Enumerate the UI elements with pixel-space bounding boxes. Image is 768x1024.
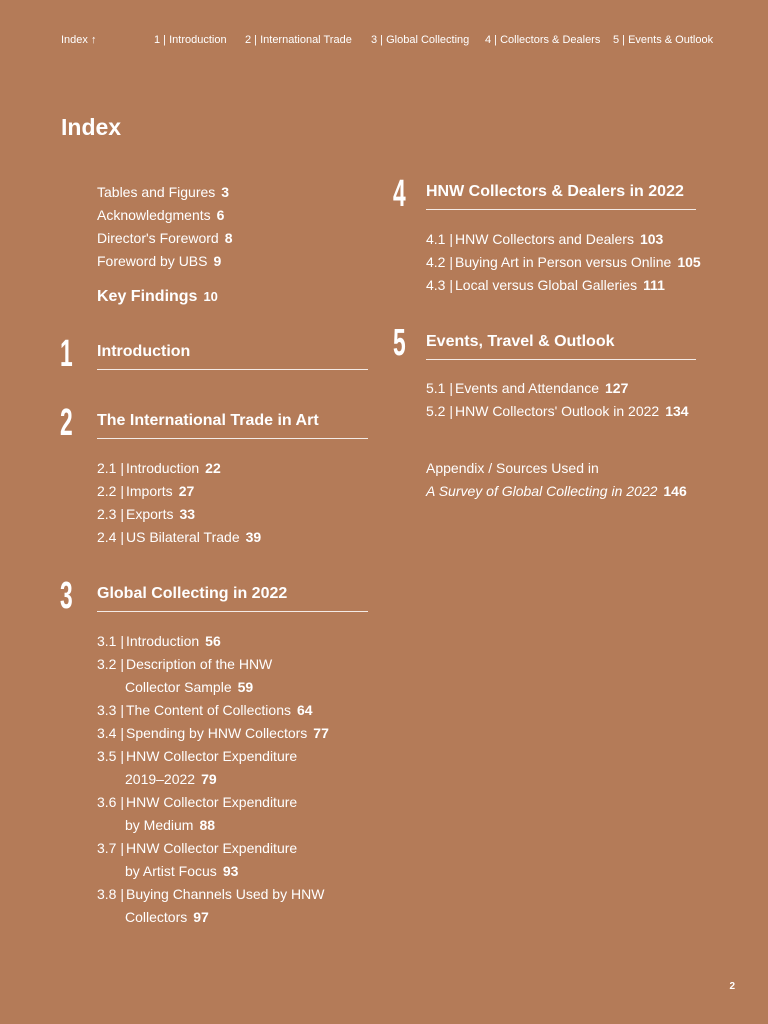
entry-page: 6 xyxy=(216,207,225,223)
subentry-number: 3.3 | xyxy=(97,702,124,718)
subentry-label: Imports xyxy=(126,483,173,499)
nav-introduction-link[interactable]: 1 | Introduction xyxy=(154,34,227,46)
toc-subentry[interactable] xyxy=(426,274,665,297)
subentry-page: 59 xyxy=(237,679,254,695)
subentry-page: 64 xyxy=(296,702,313,718)
subentry-page: 79 xyxy=(201,771,217,787)
toc-entry-directors-foreword[interactable] xyxy=(97,227,233,250)
subentry-label: HNW Collectors and Dealers xyxy=(455,231,634,247)
nav-index-link[interactable]: Index ↑ xyxy=(61,34,97,46)
toc-subentry[interactable] xyxy=(97,883,324,929)
subentry-page: 105 xyxy=(677,254,701,270)
subentry-label: Description of the HNW xyxy=(126,656,273,672)
toc-subentry[interactable] xyxy=(97,745,297,791)
subentry-number: 4.3 | xyxy=(426,277,453,293)
subentry-label-cont: by Medium xyxy=(125,817,194,833)
subentry-label: Introduction xyxy=(126,633,200,649)
subentry-label: HNW Collector Expenditure xyxy=(126,748,298,764)
subentry-label: HNW Collector Expenditure xyxy=(126,794,298,810)
entry-label: Director's Foreword xyxy=(97,230,219,246)
subentry-label: Local versus Global Galleries xyxy=(455,277,638,293)
subentry-page: 127 xyxy=(605,380,629,396)
toc-subentry[interactable] xyxy=(426,251,701,274)
subentry-label: HNW Collectors' Outlook in 2022 xyxy=(455,403,660,419)
toc-subentry[interactable] xyxy=(97,791,297,837)
subentry-number: 3.5 | xyxy=(97,748,124,764)
section-heading-introduction[interactable]: Introduction xyxy=(97,343,368,370)
subentry-label: Buying Art in Person versus Online xyxy=(455,254,672,270)
section-number-3: 3 xyxy=(60,575,73,617)
toc-entry-appendix[interactable] xyxy=(426,457,687,503)
toc-subentry[interactable] xyxy=(97,699,313,722)
section-number-4: 4 xyxy=(393,173,406,215)
nav-international-trade-link[interactable]: 2 | International Trade xyxy=(245,34,352,46)
subentry-label: Spending by HNW Collectors xyxy=(126,725,308,741)
subentry-page: 88 xyxy=(199,817,216,833)
subentry-label: The Content of Collections xyxy=(126,702,291,718)
appendix-survey-title: A Survey of Global Collecting in 2022 xyxy=(426,483,658,499)
section-heading-international-trade[interactable]: The International Trade in Art xyxy=(97,412,368,439)
nav-collectors-dealers-link[interactable]: 4 | Collectors & Dealers xyxy=(485,34,601,46)
subentry-number: 3.6 | xyxy=(97,794,124,810)
subentry-label-cont: by Artist Focus xyxy=(125,863,217,879)
toc-subentry[interactable] xyxy=(97,630,221,653)
subentry-label-cont: 2019–2022 xyxy=(125,771,196,787)
subentry-page: 22 xyxy=(205,460,221,476)
nav-events-outlook-link[interactable]: 5 | Events & Outlook xyxy=(613,34,714,46)
subentry-number: 5.1 | xyxy=(426,380,453,396)
subentry-label-cont: Collectors xyxy=(125,909,188,925)
section-number-2: 2 xyxy=(60,402,73,444)
subentry-number: 3.4 | xyxy=(97,725,124,741)
subentry-label-cont: Collector Sample xyxy=(125,679,232,695)
toc-subentry[interactable] xyxy=(97,653,272,699)
subentry-page: 93 xyxy=(222,863,239,879)
section-heading-events-outlook[interactable]: Events, Travel & Outlook xyxy=(426,333,696,360)
entry-label: Foreword by UBS xyxy=(97,253,208,269)
subentry-number: 5.2 | xyxy=(426,403,453,419)
subentry-number: 4.2 | xyxy=(426,254,453,270)
toc-subentry[interactable] xyxy=(426,377,628,400)
entry-page: 8 xyxy=(224,230,233,246)
subentry-number: 3.7 | xyxy=(97,840,124,856)
toc-subentry[interactable] xyxy=(97,480,194,503)
page-number: 2 xyxy=(729,981,735,992)
subentry-page: 103 xyxy=(639,231,664,247)
toc-entry-tables-figures[interactable] xyxy=(97,181,229,204)
entry-page: 3 xyxy=(221,184,230,200)
section-heading-global-collecting[interactable]: Global Collecting in 2022 xyxy=(97,585,368,612)
subentry-number: 2.3 | xyxy=(97,506,124,522)
toc-subentry[interactable] xyxy=(426,400,689,423)
toc-subentry[interactable] xyxy=(97,526,261,549)
subentry-page: 134 xyxy=(665,403,689,419)
subentry-page: 77 xyxy=(313,725,329,741)
subentry-page: 97 xyxy=(193,909,209,925)
toc-subentry[interactable] xyxy=(97,457,221,480)
subentry-page: 111 xyxy=(643,277,665,293)
toc-entry-key-findings[interactable] xyxy=(97,285,218,308)
page-title: Index xyxy=(61,114,122,140)
toc-subentry[interactable] xyxy=(426,228,663,251)
section-heading-collectors-dealers[interactable]: HNW Collectors & Dealers in 2022 xyxy=(426,183,696,210)
nav-global-collecting-link[interactable]: 3 | Global Collecting xyxy=(371,34,470,46)
toc-entry-acknowledgments[interactable] xyxy=(97,204,224,227)
entry-page: 9 xyxy=(213,253,222,269)
subentry-number: 4.1 | xyxy=(426,231,453,247)
subentry-number: 2.4 | xyxy=(97,529,124,545)
subentry-page: 33 xyxy=(179,506,196,522)
entry-label: Tables and Figures xyxy=(97,184,216,200)
section-number-5: 5 xyxy=(393,322,406,364)
entry-page: 10 xyxy=(203,289,218,304)
appendix-page: 146 xyxy=(663,483,687,499)
subentry-label: Buying Channels Used by HNW xyxy=(126,886,325,902)
entry-label: Acknowledgments xyxy=(97,207,211,223)
subentry-label: HNW Collector Expenditure xyxy=(126,840,298,856)
toc-subentry[interactable] xyxy=(97,503,195,526)
subentry-number: 3.8 | xyxy=(97,886,124,902)
subentry-label: Events and Attendance xyxy=(455,380,599,396)
toc-subentry[interactable] xyxy=(97,722,329,745)
subentry-page: 39 xyxy=(245,529,262,545)
subentry-page: 56 xyxy=(205,633,221,649)
entry-label: Key Findings xyxy=(97,288,198,305)
subentry-number: 3.1 | xyxy=(97,633,124,649)
top-navigation xyxy=(0,34,768,50)
subentry-number: 2.2 | xyxy=(97,483,124,499)
subentry-label: US Bilateral Trade xyxy=(126,529,240,545)
subentry-page: 27 xyxy=(178,483,195,499)
section-number-1: 1 xyxy=(60,333,73,375)
toc-subentry[interactable] xyxy=(97,837,297,883)
subentry-label: Introduction xyxy=(126,460,200,476)
subentry-label: Exports xyxy=(126,506,174,522)
subentry-number: 2.1 | xyxy=(97,460,124,476)
subentry-number: 3.2 | xyxy=(97,656,124,672)
toc-entry-foreword-ubs[interactable] xyxy=(97,250,221,273)
appendix-label: Appendix / Sources Used in xyxy=(426,460,599,476)
